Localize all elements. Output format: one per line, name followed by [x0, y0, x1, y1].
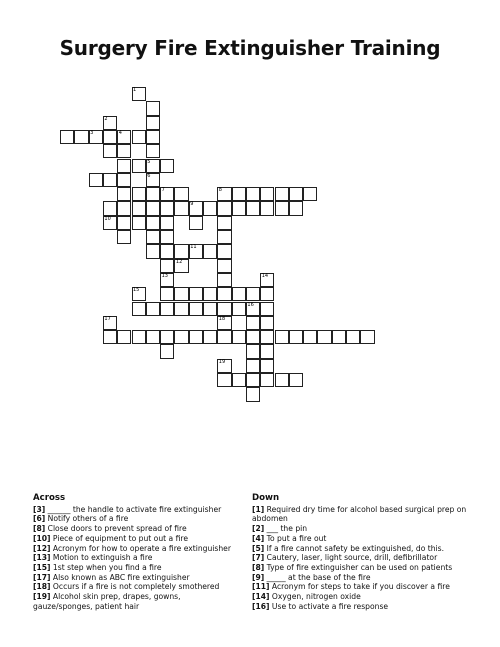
grid-cell[interactable]	[103, 201, 117, 215]
clue-number: 10	[104, 215, 111, 222]
across-clue	[33, 553, 233, 563]
clue-number-label: [2]	[252, 524, 265, 534]
grid-cell[interactable]	[246, 187, 260, 201]
grid-cell[interactable]	[217, 201, 231, 215]
grid-cell[interactable]	[260, 373, 274, 387]
grid-cell[interactable]	[160, 330, 174, 344]
grid-cell[interactable]	[146, 130, 160, 144]
grid-cell[interactable]	[117, 159, 131, 173]
grid-cell[interactable]	[146, 101, 160, 115]
grid-cell[interactable]	[232, 330, 246, 344]
grid-cell[interactable]	[217, 259, 231, 273]
grid-cell[interactable]	[260, 201, 274, 215]
across-clues	[33, 494, 233, 611]
grid-cell[interactable]	[117, 173, 131, 187]
clue-text: Motion to extinguish a fire	[50, 553, 153, 563]
across-clue	[33, 544, 233, 554]
clue-number-label: [5]	[252, 543, 265, 553]
clue-number-label: [15]	[33, 562, 51, 572]
across-clue	[33, 573, 233, 583]
grid-cell[interactable]	[174, 201, 188, 215]
grid-cell[interactable]	[117, 230, 131, 244]
grid-cell[interactable]	[217, 373, 231, 387]
down-clue	[252, 524, 467, 534]
grid-cell[interactable]	[189, 216, 203, 230]
grid-cell[interactable]	[332, 330, 346, 344]
grid-cell[interactable]	[117, 330, 131, 344]
grid-cell[interactable]	[246, 287, 260, 301]
across-clue	[33, 592, 233, 611]
clue-number: 6	[147, 172, 151, 179]
clue-number-label: [19]	[33, 592, 51, 602]
grid-cell[interactable]	[217, 244, 231, 258]
clue-number-label: [4]	[252, 533, 265, 543]
grid-cell[interactable]	[60, 130, 74, 144]
clue-number-label: [10]	[33, 533, 51, 543]
grid-cell[interactable]	[132, 201, 146, 215]
clue-text: If a fire cannot safety be extinguished, do this.	[264, 543, 445, 553]
clue-number-label: [6]	[33, 514, 46, 524]
grid-cell[interactable]	[146, 216, 160, 230]
grid-cell[interactable]	[174, 187, 188, 201]
grid-cell[interactable]	[246, 201, 260, 215]
across-clue	[33, 505, 233, 515]
grid-cell[interactable]	[303, 330, 317, 344]
clue-text: Cautery, laser, light source, drill, defibrillator	[264, 553, 438, 563]
grid-cell[interactable]	[232, 287, 246, 301]
clue-text: Required dry time for alcohol based surgical prep on abdomen	[252, 504, 467, 524]
grid-cell[interactable]	[246, 359, 260, 373]
grid-cell[interactable]	[132, 216, 146, 230]
clue-number: 13	[161, 272, 168, 279]
grid-cell[interactable]	[160, 259, 174, 273]
grid-cell[interactable]	[232, 201, 246, 215]
clue-number-label: [14]	[252, 592, 270, 602]
grid-cell[interactable]	[146, 244, 160, 258]
grid-cell[interactable]	[160, 244, 174, 258]
clue-text: Acronym for how to operate a fire extinguisher	[50, 543, 231, 553]
clue-number: 11	[190, 244, 197, 251]
grid-cell[interactable]	[260, 344, 274, 358]
clue-text: To put a fire out	[264, 533, 327, 543]
grid-cell[interactable]	[246, 387, 260, 401]
grid-cell[interactable]	[174, 287, 188, 301]
across-clue	[33, 582, 233, 592]
clue-number-label: [18]	[33, 582, 51, 592]
clue-text: Use to activate a fire response	[269, 601, 389, 611]
grid-cell[interactable]	[146, 330, 160, 344]
grid-cell[interactable]	[160, 230, 174, 244]
grid-cell[interactable]	[117, 216, 131, 230]
clue-number-label: [17]	[33, 572, 51, 582]
grid-cell[interactable]	[146, 116, 160, 130]
down-clue	[252, 563, 467, 573]
across-clue	[33, 524, 233, 534]
grid-cell[interactable]	[160, 159, 174, 173]
clue-number-label: [13]	[33, 553, 51, 563]
grid-cell[interactable]	[217, 230, 231, 244]
down-clue	[252, 573, 467, 583]
clue-text: ___ the pin	[264, 524, 308, 534]
clue-number-label: [9]	[252, 572, 265, 582]
across-heading: Across	[33, 493, 66, 503]
clue-number: 1	[133, 87, 137, 93]
grid-cell[interactable]	[275, 373, 289, 387]
clue-number-label: [1]	[252, 504, 265, 514]
clue-number: 14	[261, 272, 269, 279]
grid-cell[interactable]	[146, 201, 160, 215]
grid-cell[interactable]	[275, 201, 289, 215]
grid-cell[interactable]	[103, 173, 117, 187]
grid-cell[interactable]	[103, 130, 117, 144]
grid-cell[interactable]	[146, 230, 160, 244]
grid-cell[interactable]	[260, 330, 274, 344]
down-clue	[252, 534, 467, 544]
clue-text: Occurs if a fire is not completely smothered	[50, 582, 220, 592]
clue-number: 18	[218, 315, 226, 322]
clue-number: 19	[218, 358, 226, 365]
grid-cell[interactable]	[260, 187, 274, 201]
grid-cell[interactable]	[160, 302, 174, 316]
across-clue-list	[33, 505, 233, 612]
grid-cell[interactable]	[360, 330, 374, 344]
grid-cell[interactable]	[174, 244, 188, 258]
grid-cell[interactable]	[275, 330, 289, 344]
grid-cell[interactable]	[275, 187, 289, 201]
clue-text: 1st step when you find a fire	[50, 562, 162, 572]
grid-cell[interactable]	[203, 302, 217, 316]
grid-cell[interactable]	[203, 244, 217, 258]
grid-cell[interactable]	[174, 302, 188, 316]
grid-cell[interactable]	[132, 187, 146, 201]
grid-cell[interactable]	[117, 201, 131, 215]
grid-cell[interactable]	[317, 330, 331, 344]
grid-cell[interactable]	[217, 330, 231, 344]
grid-cell[interactable]	[232, 187, 246, 201]
clue-number-label: [7]	[252, 553, 265, 563]
grid-cell[interactable]	[146, 302, 160, 316]
grid-cell[interactable]	[246, 316, 260, 330]
grid-cell[interactable]	[217, 287, 231, 301]
clue-text: Acronym for steps to take if you discover a fire	[269, 582, 450, 592]
grid-cell[interactable]	[189, 287, 203, 301]
across-clue	[33, 514, 233, 524]
grid-cell[interactable]	[260, 302, 274, 316]
grid-cell[interactable]	[132, 330, 146, 344]
clue-number: 2	[104, 115, 108, 122]
grid-cell[interactable]	[246, 344, 260, 358]
grid-cell[interactable]	[117, 187, 131, 201]
grid-cell[interactable]	[160, 344, 174, 358]
clue-text: _____ at the base of the fire	[264, 572, 371, 582]
clue-number: 3	[90, 129, 94, 136]
clue-number: 9	[190, 201, 194, 208]
grid-cell[interactable]	[232, 302, 246, 316]
grid-cell[interactable]	[289, 201, 303, 215]
grid-cell[interactable]	[203, 287, 217, 301]
clue-text: Piece of equipment to put out a fire	[50, 533, 189, 543]
down-heading: Down	[252, 493, 280, 503]
grid-cell[interactable]	[189, 302, 203, 316]
clue-number: 7	[161, 187, 165, 194]
grid-cell[interactable]	[260, 316, 274, 330]
clue-text: Oxygen, nitrogen oxide	[269, 592, 361, 602]
clue-number: 15	[133, 287, 140, 294]
grid-cell[interactable]	[117, 144, 131, 158]
grid-cell[interactable]	[103, 330, 117, 344]
grid-cell[interactable]	[217, 216, 231, 230]
clue-text: Notify others of a fire	[45, 514, 129, 524]
down-clue	[252, 505, 467, 524]
grid-cell[interactable]	[160, 287, 174, 301]
grid-cell[interactable]	[346, 330, 360, 344]
puzzle-title: Surgery Fire Extinguisher Training	[59, 36, 441, 60]
grid-cell[interactable]	[160, 201, 174, 215]
clue-text: Type of fire extinguisher can be used on patients	[264, 562, 453, 572]
down-clue	[252, 544, 467, 554]
clue-text: ______ the handle to activate fire extinguisher	[45, 504, 222, 514]
down-clue	[252, 553, 467, 563]
grid-cell[interactable]	[174, 330, 188, 344]
grid-cell[interactable]	[260, 287, 274, 301]
across-clue	[33, 563, 233, 573]
grid-cell[interactable]	[246, 373, 260, 387]
grid-cell[interactable]	[232, 373, 246, 387]
down-clues	[252, 494, 467, 611]
grid-cell[interactable]	[132, 302, 146, 316]
clue-text: Also known as ABC fire extinguisher	[50, 572, 190, 582]
grid-cell[interactable]	[246, 330, 260, 344]
grid-cell[interactable]	[132, 130, 146, 144]
grid-cell[interactable]	[146, 187, 160, 201]
grid-cell[interactable]	[203, 330, 217, 344]
down-clue	[252, 602, 467, 612]
clue-number: 4	[118, 129, 122, 136]
grid-cell[interactable]	[289, 330, 303, 344]
down-clue	[252, 592, 467, 602]
clue-number-label: [12]	[33, 543, 51, 553]
clue-number: 5	[147, 158, 151, 165]
clue-number-label: [3]	[33, 504, 46, 514]
grid-cell[interactable]	[189, 330, 203, 344]
grid-cell[interactable]	[203, 201, 217, 215]
grid-cell[interactable]	[146, 144, 160, 158]
clue-number-label: [16]	[252, 601, 270, 611]
grid-cell[interactable]	[303, 187, 317, 201]
grid-cell[interactable]	[103, 144, 117, 158]
down-clue	[252, 582, 467, 592]
down-clue-list	[252, 505, 467, 612]
grid-cell[interactable]	[89, 173, 103, 187]
clue-number-label: [8]	[252, 562, 265, 572]
clue-number: 12	[175, 258, 183, 265]
grid-cell[interactable]	[217, 302, 231, 316]
clue-text: Alcohol skin prep, drapes, gowns, gauze/sponges, patient hair	[33, 592, 181, 611]
grid-cell[interactable]	[217, 273, 231, 287]
grid-cell[interactable]	[260, 359, 274, 373]
clue-number: 16	[247, 301, 254, 308]
grid-cell[interactable]	[74, 130, 88, 144]
clue-number: 8	[218, 187, 222, 194]
across-clue	[33, 534, 233, 544]
grid-cell[interactable]	[289, 187, 303, 201]
clue-text: Close doors to prevent spread of fire	[45, 524, 187, 534]
clue-number: 17	[104, 315, 111, 322]
grid-cell[interactable]	[132, 159, 146, 173]
grid-cell[interactable]	[160, 216, 174, 230]
clue-number-label: [8]	[33, 524, 46, 534]
grid-cell[interactable]	[289, 373, 303, 387]
clue-number-label: [11]	[252, 582, 270, 592]
